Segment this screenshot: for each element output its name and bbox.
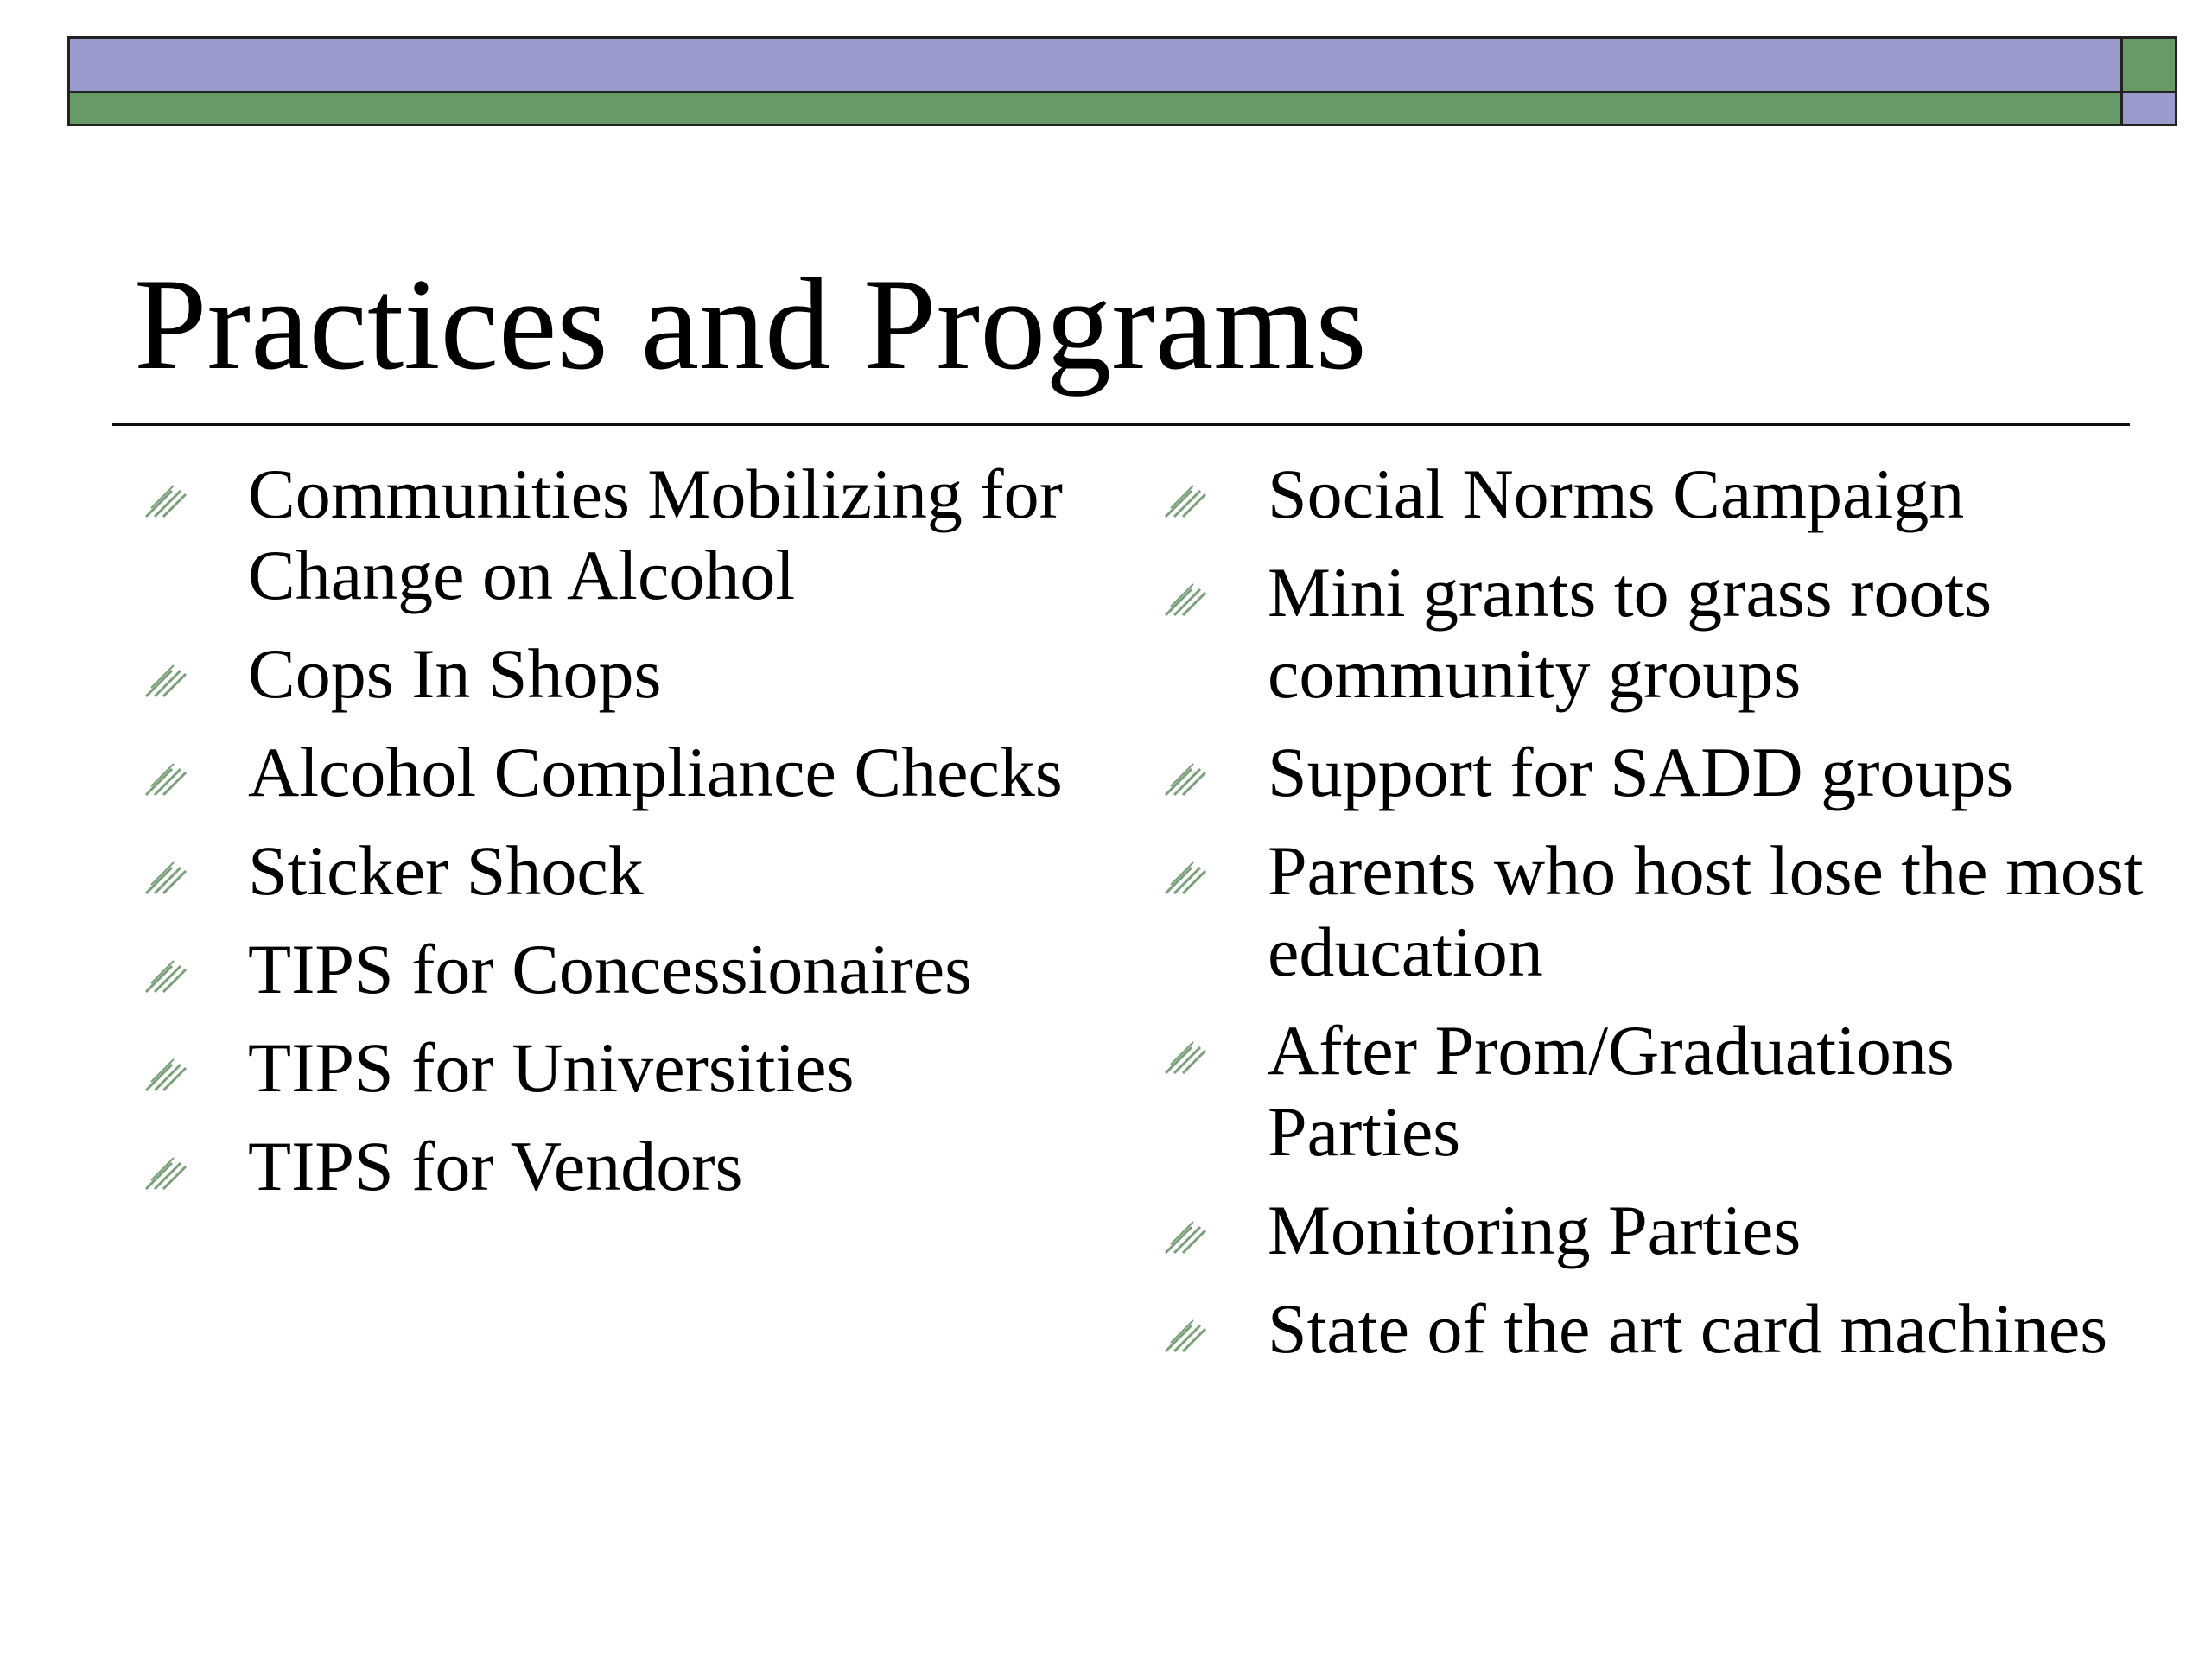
- hatch-bullet-icon: [143, 475, 188, 520]
- list-item: [143, 830, 1119, 912]
- hatch-bullet-icon: [1162, 1211, 1207, 1256]
- list-item-text: Parents who host lose the most education: [1268, 831, 2144, 991]
- list-item-text: Alcohol Compliance Checks: [248, 733, 1063, 811]
- list-item: [143, 454, 1119, 616]
- list-item-text: After Prom/Graduations Parties: [1268, 1011, 1955, 1171]
- hatch-bullet-icon: [143, 1049, 188, 1094]
- list-item: [143, 1027, 1119, 1109]
- list-item-text: TIPS for Universities: [248, 1028, 855, 1107]
- hatch-bullet-icon: [143, 753, 188, 798]
- title-divider: [112, 423, 2130, 426]
- hatch-bullet-icon: [143, 950, 188, 995]
- list-item-text: Social Norms Campaign: [1268, 454, 1965, 533]
- list-item-text: Support for SADD groups: [1268, 733, 2014, 811]
- list-item-text: Sticker Shock: [248, 831, 644, 910]
- hatch-bullet-icon: [1162, 1032, 1207, 1077]
- hatch-bullet-icon: [1162, 1310, 1207, 1355]
- hatch-bullet-icon: [143, 852, 188, 897]
- list-item: [1162, 830, 2156, 993]
- banner-square-green: [2123, 39, 2175, 93]
- list-item-text: Communities Mobilizing for Change on Alcohol: [248, 454, 1063, 614]
- left-bullet-list: [143, 454, 1119, 1224]
- list-item-text: Cops In Shops: [248, 634, 662, 713]
- hatch-bullet-icon: [1162, 574, 1207, 619]
- list-item-text: TIPS for Concessionaires: [248, 930, 973, 1008]
- list-item: [1162, 1010, 2156, 1173]
- right-bullet-list: [1162, 454, 2156, 1387]
- hatch-bullet-icon: [1162, 753, 1207, 798]
- list-item: [143, 929, 1119, 1010]
- banner-bar-green: [70, 93, 2123, 124]
- list-item-text: TIPS for Vendors: [248, 1127, 743, 1205]
- hatch-bullet-icon: [1162, 475, 1207, 520]
- list-item: [1162, 1190, 2156, 1271]
- list-item: [143, 633, 1119, 715]
- hatch-bullet-icon: [143, 1147, 188, 1192]
- header-banner: [67, 36, 2177, 126]
- list-item-text: Monitoring Parties: [1268, 1191, 1802, 1269]
- hatch-bullet-icon: [1162, 852, 1207, 897]
- list-item: [1162, 1288, 2156, 1370]
- list-item: [143, 1126, 1119, 1207]
- list-item: [1162, 454, 2156, 535]
- list-item: [143, 732, 1119, 813]
- list-item: [1162, 552, 2156, 715]
- hatch-bullet-icon: [143, 655, 188, 700]
- list-item-text: State of the art card machines: [1268, 1289, 2108, 1368]
- banner-bar-purple: [70, 39, 2123, 93]
- list-item: [1162, 732, 2156, 813]
- list-item-text: Mini grants to grass roots community groups: [1268, 553, 1993, 713]
- slide-title: Practices and Programs: [134, 251, 1367, 397]
- banner-square-purple: [2123, 93, 2175, 124]
